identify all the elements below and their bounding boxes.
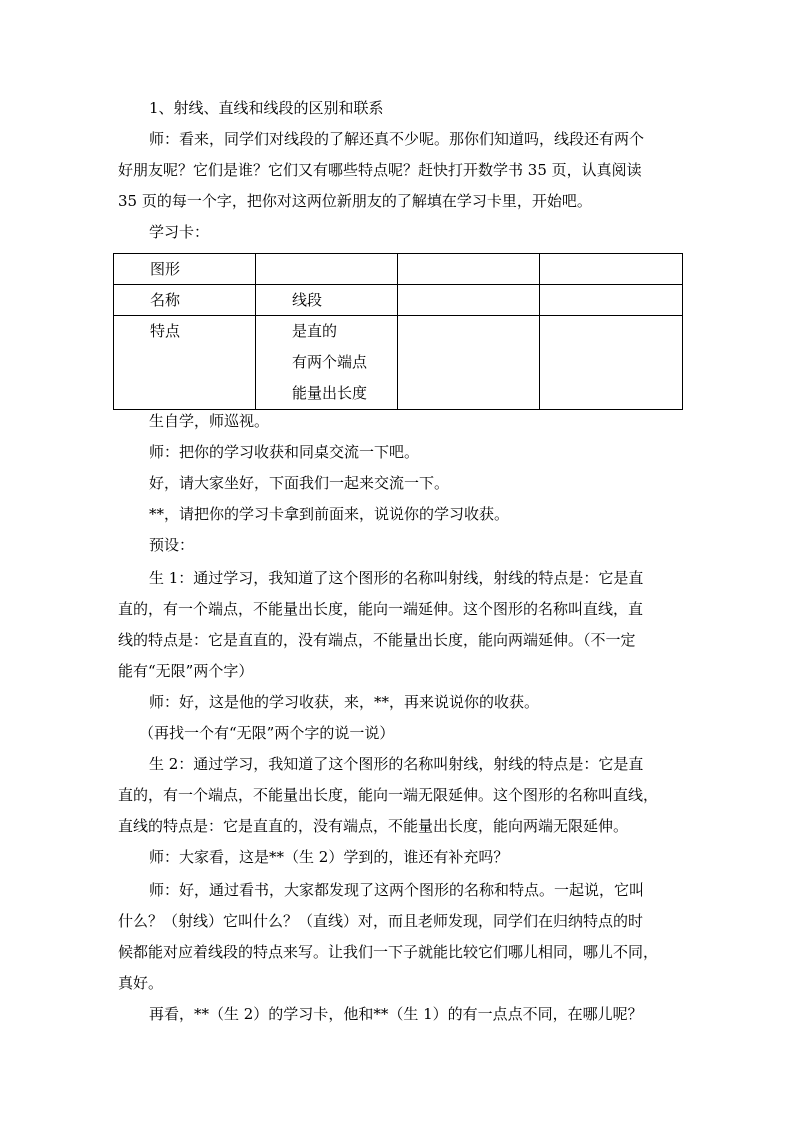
- study-card-table: [113, 253, 683, 410]
- body-line: 生 2：通过学习，我知道了这个图形的名称叫射线，射线的特点是：它是直: [149, 755, 644, 773]
- segment-feature: 是直的: [292, 322, 338, 340]
- table-row: [114, 316, 683, 410]
- body-line: （再找一个有“无限”两个字的说一说）: [139, 724, 395, 742]
- body-line: 什么？（射线）它叫什么？（直线）对，而且老师发现，同学们在归纳特点的时: [118, 912, 644, 930]
- body-line: 生 1：通过学习，我知道了这个图形的名称叫射线，射线的特点是：它是直: [149, 569, 644, 587]
- body-line: 再看，**（生 2）的学习卡，他和**（生 1）的有一点点不同，在哪儿呢？: [149, 1005, 643, 1023]
- table-cell: [398, 285, 540, 316]
- body-line: 好，请大家坐好，下面我们一起来交流一下。: [149, 474, 450, 492]
- body-line: 候都能对应着线段的特点来写。让我们一下子就能比较它们哪儿相同，哪儿不同，: [118, 943, 659, 961]
- body-line: 师：把你的学习收获和同桌交流一下吧。: [149, 443, 420, 461]
- body-line: 直线的特点是：它是直直的，没有端点，不能量出长度，能向两端无限延伸。: [118, 817, 629, 835]
- table-cell: [398, 254, 540, 285]
- body-line: 生自学，师巡视。: [149, 412, 270, 430]
- intro-line-2: 好朋友呢？它们是谁？它们又有哪些特点呢？赶快打开数学书 35 页，认真阅读: [118, 161, 642, 179]
- intro-line-3: 35 页的每一个字，把你对这两位新朋友的了解填在学习卡里，开始吧。: [118, 192, 592, 210]
- intro-line-1: 师：看来，同学们对线段的了解还真不少呢。那你们知道吗，线段还有两个: [149, 130, 645, 148]
- table-cell: [398, 316, 540, 410]
- body-line: 直的，有一个端点，不能量出长度，能向一端无限延伸。这个图形的名称叫直线，: [118, 786, 659, 804]
- table-cell-name-label: 名称: [114, 285, 256, 316]
- table-cell-feature-label: 特点: [114, 316, 256, 410]
- table-cell: [540, 254, 683, 285]
- body-line: 师：大家看，这是**（生 2）学到的，谁还有补充吗？: [149, 848, 509, 866]
- body-line: 师：好，通过看书，大家都发现了这两个图形的名称和特点。一起说，它叫: [149, 881, 645, 899]
- body-line: 直的，有一个端点，不能量出长度，能向一端延伸。这个图形的名称叫直线，直: [118, 600, 644, 618]
- table-cell-segment-name: 线段: [256, 285, 398, 316]
- body-line: **，请把你的学习卡拿到前面来，说说你的学习收获。: [149, 505, 510, 523]
- table-cell: [540, 316, 683, 410]
- segment-feature: 能量出长度: [292, 384, 368, 402]
- body-line: 预设：: [149, 536, 195, 554]
- table-row: [114, 285, 683, 316]
- table-cell: [540, 285, 683, 316]
- card-label: 学习卡：: [149, 223, 210, 241]
- table-row: [114, 254, 683, 285]
- table-cell-figure-label: 图形: [114, 254, 256, 285]
- body-line: 真好。: [118, 974, 164, 992]
- segment-feature: 有两个端点: [292, 353, 368, 371]
- body-line: 师：好，这是他的学习收获，来，**，再来说说你的收获。: [149, 693, 540, 711]
- body-line: 能有“无限”两个字）: [118, 662, 254, 680]
- body-line: 线的特点是：它是直直的，没有端点，不能量出长度，能向两端延伸。（不一定: [118, 631, 636, 649]
- table-cell-segment-features: [256, 316, 398, 410]
- table-cell: [256, 254, 398, 285]
- section-title: 1、射线、直线和线段的区别和联系: [149, 99, 384, 117]
